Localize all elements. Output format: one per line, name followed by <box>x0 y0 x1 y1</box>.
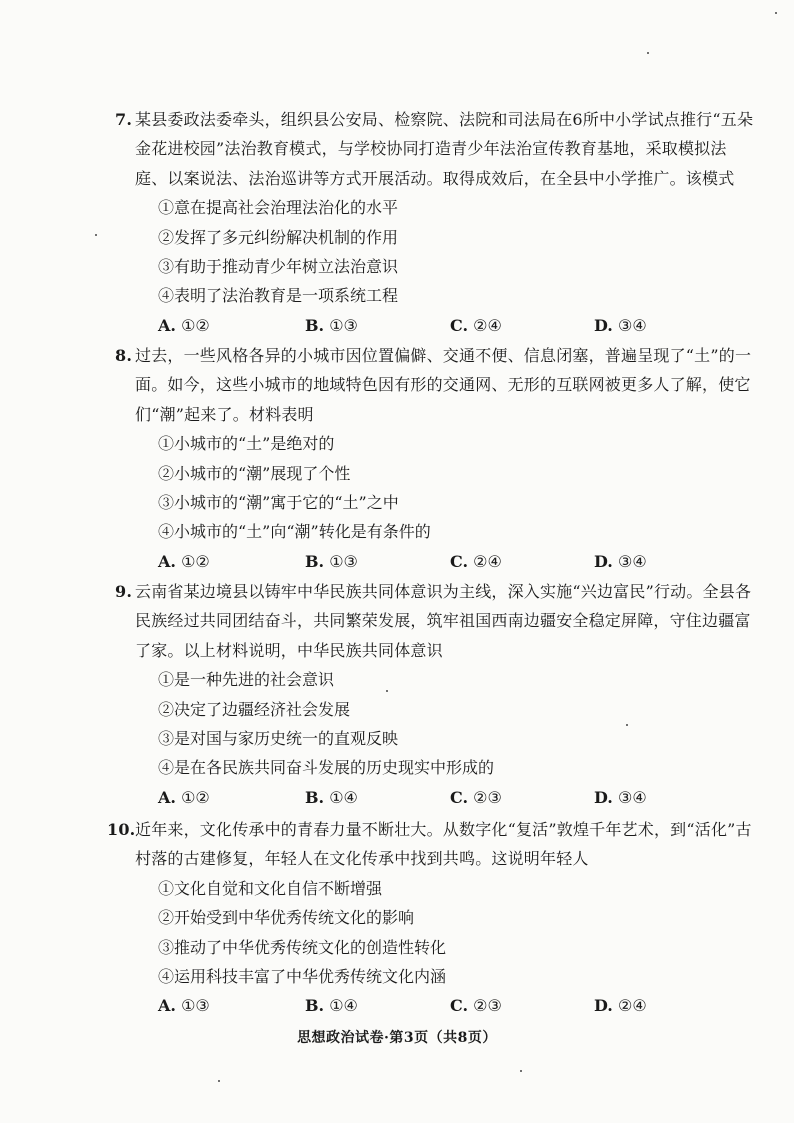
question-text: 近年来，文化传承中的青春力量不断壮大。从数字化“复活”敦煌千年艺术，到“活化”古村落的古建修复，年轻人在文化传承中找到共鸣。这说明年轻人 <box>135 820 752 869</box>
choice-value: ②③ <box>473 996 502 1016</box>
choice-value: ①③ <box>181 996 210 1016</box>
statement-option: ①小城市的“土”是绝对的 <box>158 434 335 454</box>
choice-value: ③④ <box>617 551 647 571</box>
answer-choices <box>158 311 794 340</box>
choice-b <box>305 547 358 576</box>
question-7 <box>0 105 794 340</box>
question-text: 过去，一些风格各异的小城市因位置偏僻、交通不便、信息闭塞，普遍呈现了“土”的一面。如今，这些小城市的地域特色因有形的交通网、无形的互联网被更多人了解，使它们“潮”起来了。材料表明 <box>135 346 752 424</box>
choice-letter: B. <box>305 996 325 1016</box>
choice-d <box>594 783 647 812</box>
choice-letter: D. <box>594 315 613 335</box>
question-text: 某县委政法委牵头，组织县公安局、检察院、法院和司法局在6所中小学试点推行“五朵金花进校园”法治教育模式，与学校协同打造青少年法治宣传教育基地，采取模拟法庭、以案说法、法治巡讲等方式开展活动。取得成效后，在全县中小学推广。该模式 <box>135 110 754 188</box>
choice-letter: C. <box>450 315 469 335</box>
scan-speck <box>520 1070 522 1072</box>
scan-speck <box>775 12 777 14</box>
choice-a <box>158 547 210 576</box>
choice-value: ②③ <box>473 787 502 807</box>
choice-letter: A. <box>158 551 176 571</box>
choice-value: ③④ <box>617 315 647 335</box>
choice-d <box>594 547 647 576</box>
choice-value: ①② <box>181 787 210 807</box>
choice-c <box>450 547 502 576</box>
choice-value: ②④ <box>473 551 502 571</box>
question-number: 8. <box>115 346 133 365</box>
choice-b <box>305 991 358 1020</box>
choice-value: ①② <box>181 551 210 571</box>
choice-a <box>158 783 210 812</box>
choice-letter: A. <box>158 315 176 335</box>
question-8 <box>0 341 794 576</box>
statement-option: ④小城市的“土”向“潮”转化是有条件的 <box>158 522 431 542</box>
choice-d <box>594 311 647 340</box>
choice-value: ①④ <box>329 787 358 807</box>
choice-value: ①④ <box>329 996 358 1016</box>
choice-value: ①③ <box>329 315 358 335</box>
question-stem <box>115 577 755 665</box>
answer-choices <box>158 547 794 576</box>
question-number: 7. <box>115 110 133 129</box>
scan-speck <box>218 1080 220 1082</box>
choice-value: ③④ <box>617 787 647 807</box>
question-stem <box>107 815 755 874</box>
question-stem <box>115 341 755 429</box>
question-number: 10. <box>107 820 136 839</box>
choice-value: ①③ <box>329 551 358 571</box>
choice-letter: A. <box>158 996 176 1016</box>
choice-c <box>450 311 502 340</box>
choice-letter: B. <box>305 551 325 571</box>
choice-c <box>450 991 502 1020</box>
choice-letter: D. <box>594 787 613 807</box>
question-9 <box>0 577 794 812</box>
statement-option: ④是在各民族共同奋斗发展的历史现实中形成的 <box>158 758 495 778</box>
statement-option: ①是一种先进的社会意识 <box>158 670 335 690</box>
statement-option: ④表明了法治教育是一项系统工程 <box>158 286 399 306</box>
choice-letter: B. <box>305 787 325 807</box>
choice-b <box>305 783 358 812</box>
question-number: 9. <box>115 582 133 601</box>
answer-choices <box>158 991 794 1020</box>
statement-option: ②开始受到中华优秀传统文化的影响 <box>158 908 415 928</box>
choice-letter: C. <box>450 787 469 807</box>
choice-a <box>158 991 210 1020</box>
statement-option: ③有助于推动青少年树立法治意识 <box>158 257 399 276</box>
scan-speck <box>626 724 628 726</box>
choice-a <box>158 311 210 340</box>
choice-letter: B. <box>305 315 325 335</box>
choice-letter: D. <box>594 996 613 1016</box>
choice-value: ②④ <box>617 996 647 1016</box>
statement-option: ④运用科技丰富了中华优秀传统文化内涵 <box>158 966 447 986</box>
statement-option: ②发挥了多元纠纷解决机制的作用 <box>158 227 399 247</box>
choice-c <box>450 783 502 812</box>
page-footer: 思想政治试卷·第3页（共8页） <box>297 1030 497 1046</box>
statement-option: ③推动了中华优秀传统文化的创造性转化 <box>158 937 447 957</box>
choice-value: ①② <box>181 315 210 335</box>
question-text: 云南省某边境县以铸牢中华民族共同体意识为主线，深入实施“兴边富民”行动。全县各民族经过共同团结奋斗，共同繁荣发展，筑牢祖国西南边疆安全稳定屏障，守住边疆富了家。以上材料说明，中华民族共同体意识 <box>135 582 752 660</box>
choice-letter: A. <box>158 787 176 807</box>
choice-d <box>594 991 647 1020</box>
statement-option: ②决定了边疆经济社会发展 <box>158 699 351 719</box>
choice-value: ②④ <box>473 315 502 335</box>
scan-speck <box>386 690 388 692</box>
choice-letter: C. <box>450 551 469 571</box>
statement-option: ③小城市的“潮”寓于它的“土”之中 <box>158 493 399 512</box>
choice-letter: D. <box>594 551 613 571</box>
scan-speck <box>95 234 97 236</box>
statement-option: ①文化自觉和文化自信不断增强 <box>158 878 383 898</box>
choice-letter: C. <box>450 996 469 1016</box>
scan-speck <box>647 52 649 54</box>
question-stem <box>115 105 755 193</box>
answer-choices <box>158 783 794 812</box>
choice-b <box>305 311 358 340</box>
statement-option: ③是对国与家历史统一的直观反映 <box>158 729 399 748</box>
statement-option: ①意在提高社会治理法治化的水平 <box>158 198 399 218</box>
question-10 <box>0 815 794 1021</box>
statement-option: ②小城市的“潮”展现了个性 <box>158 463 351 483</box>
